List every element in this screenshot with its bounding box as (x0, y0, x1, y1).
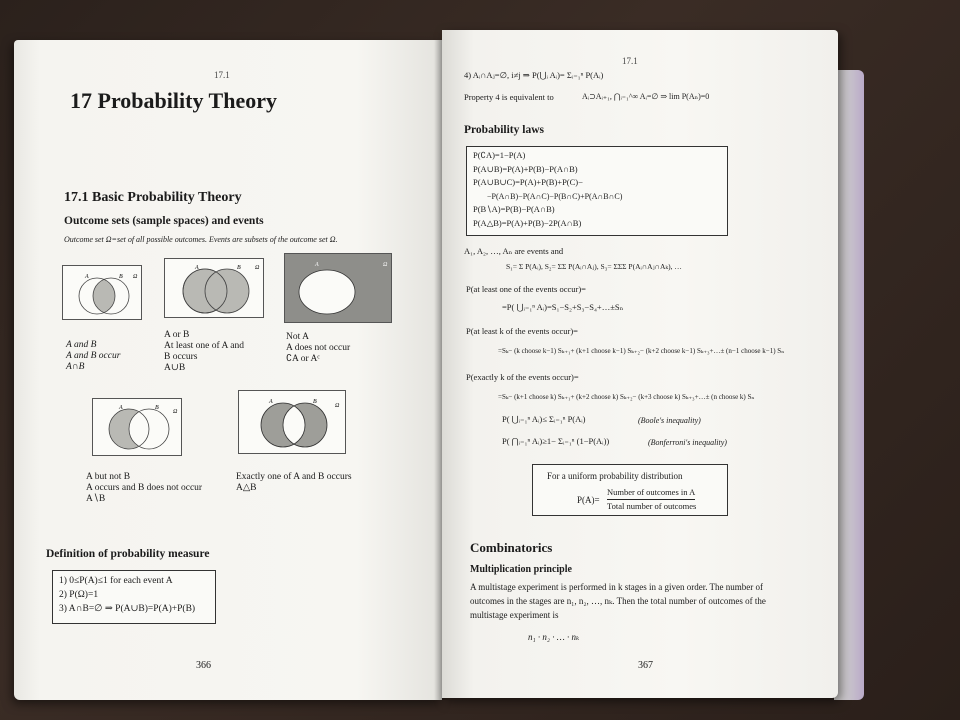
combinatorics-title: Combinatorics (470, 540, 553, 555)
label-b: B (313, 399, 317, 405)
caption-intersection: A and B A and B occur A∩B (66, 340, 121, 372)
events-intro: A₁, A₂, …, Aₙ are events and (464, 246, 564, 256)
at-least-k-eq: =Sₖ− (k choose k−1) Sₖ₊₁+ (k+1 choose k−1) Sₖ₊₂− (k+2 choose k−1) Sₖ₊₃+…± (n−1 choose k−1) Sₙ (498, 347, 785, 355)
uniform-numerator: Number of outcomes in A (607, 485, 695, 500)
law-line: P(B∖A)=P(B)−P(A∩B) (473, 204, 555, 214)
running-header: 17.1 (622, 56, 638, 66)
law-line: P(A∪B∪C)=P(A)+P(B)+P(C)− (473, 177, 583, 187)
running-header: 17.1 (214, 70, 230, 80)
page-number: 366 (196, 660, 211, 671)
bonferroni-eq: P( ⋂ᵢ₌₁ⁿ Aᵢ)≥1− Σᵢ₌₁ⁿ (1−P(Aᵢ)) (502, 436, 610, 446)
boole-name: (Boole's inequality) (638, 416, 701, 425)
law-line: P(∁A)=1−P(A) (473, 150, 526, 160)
venn-complement-svg (285, 254, 393, 324)
label-b: B (119, 274, 123, 280)
label-omega: Ω (173, 409, 178, 415)
property-4: 4) Aᵢ∩Aⱼ=∅, i≠j ⇒ P(⋃ᵢ Aᵢ)= Σᵢ₌₁ⁿ P(Aᵢ) (464, 70, 604, 80)
uniform-title: For a uniform probability distribution (547, 471, 683, 481)
venn-difference-svg (93, 399, 183, 457)
page-number: 367 (638, 660, 653, 671)
law-line: P(A∪B)=P(A)+P(B)−P(A∩B) (473, 163, 578, 174)
laws-title: Probability laws (464, 124, 544, 136)
caption-complement: Not A A does not occur ∁A or Aᶜ (286, 332, 351, 364)
left-page (14, 40, 442, 700)
label-omega: Ω (255, 265, 260, 271)
venn-symmetric-difference-svg (239, 391, 347, 455)
caption-difference: A but not B A occurs and B does not occur A∖B (86, 472, 203, 504)
venn-complement (284, 253, 392, 323)
page-edge (834, 70, 864, 700)
label-omega: Ω (335, 403, 340, 409)
exactly-k-label: P(exactly k of the events occur)= (466, 372, 579, 382)
property-4-equiv: Aᵢ⊃Aᵢ₊₁, ⋂ᵢ₌₁^∞ Aᵢ=∅ ⇒ lim P(Aₙ)=0 (582, 92, 710, 101)
measure-item: 1) 0≤P(A)≤1 for each event A (59, 576, 173, 586)
multiplication-text: A multistage experiment is performed in k stages in a given order. The number of outcomes in the stages are n₁, n₂, …, nₖ. Then the total number of outcomes of the multistage experiment is (470, 582, 766, 620)
caption-symmetric-difference: Exactly one of A and B occurs A△B (236, 472, 352, 493)
venn-intersection-svg (63, 266, 143, 321)
venn-symmetric-difference (238, 390, 346, 454)
right-page (442, 30, 838, 698)
s-definitions: S₁= Σ P(Aᵢ), S₂= ΣΣ P(Aᵢ∩Aⱼ), S₃= ΣΣΣ P(Aᵢ∩Aⱼ∩Aₖ), … (506, 262, 682, 271)
label-a: A (269, 399, 273, 405)
label-omega: Ω (133, 274, 138, 280)
venn-union (164, 258, 264, 318)
law-line: −P(A∩B)−P(A∩C)−P(B∩C)+P(A∩B∩C) (487, 191, 623, 201)
caption-union: A or B At least one of A and B occurs A∪B (164, 330, 244, 373)
bonferroni-name: (Bonferroni's inequality) (648, 438, 727, 447)
subsection-title: Outcome sets (sample spaces) and events (64, 215, 264, 227)
label-b: B (237, 265, 241, 271)
label-a: A (315, 262, 319, 268)
laws-box (466, 146, 728, 236)
venn-difference (92, 398, 182, 456)
venn-intersection (62, 265, 142, 320)
multiplication-title: Multiplication principle (470, 564, 572, 575)
label-a: A (195, 265, 199, 271)
uniform-box (532, 464, 728, 516)
measure-title: Definition of probability measure (46, 548, 210, 560)
label-a: A (119, 405, 123, 411)
uniform-lhs: P(A)= (577, 495, 600, 505)
label-a: A (85, 274, 89, 280)
boole-eq: P( ⋃ᵢ₌₁ⁿ Aᵢ)≤ Σᵢ₌₁ⁿ P(Aᵢ) (502, 414, 586, 424)
multiplication-formula: n₁ · n₂ · … · nₖ (528, 632, 580, 642)
measure-item: 2) P(Ω)=1 (59, 590, 99, 600)
exactly-k-eq: =Sₖ− (k+1 choose k) Sₖ₊₁+ (k+2 choose k) Sₖ₊₂− (k+3 choose k) Sₖ₊₃+…± (n choose k) Sₙ (498, 393, 755, 401)
at-least-one-eq: =P( ⋃ᵢ₌₁ⁿ Aᵢ)=S₁−S₂+S₃−S₄+…±Sₙ (502, 302, 624, 312)
at-least-k-label: P(at least k of the events occur)= (466, 326, 578, 336)
property-4-equiv-label: Property 4 is equivalent to (464, 92, 554, 102)
chapter-title: 17 Probability Theory (70, 88, 277, 113)
venn-union-svg (165, 259, 265, 319)
intro-text: Outcome set Ω=set of all possible outcomes. Events are subsets of the outcome set Ω. (64, 235, 338, 244)
at-least-one-label: P(at least one of the events occur)= (466, 284, 586, 294)
uniform-denominator: Total number of outcomes (607, 501, 697, 511)
section-title: 17.1 Basic Probability Theory (64, 190, 242, 205)
measure-box (52, 570, 216, 624)
law-line: P(A△B)=P(A)+P(B)−2P(A∩B) (473, 217, 582, 228)
label-omega: Ω (383, 262, 388, 268)
measure-item: 3) A∩B=∅ ⇒ P(A∪B)=P(A)+P(B) (59, 604, 196, 614)
open-book (14, 30, 874, 708)
label-b: B (155, 405, 159, 411)
